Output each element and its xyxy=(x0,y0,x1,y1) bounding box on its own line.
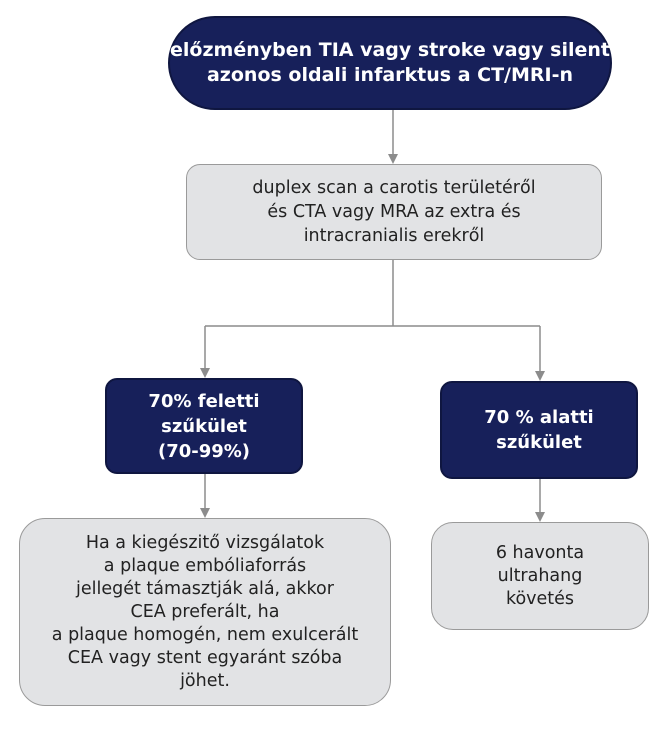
node-above-recommendation xyxy=(19,518,391,706)
node-duplex-scan-text: duplex scan a carotis területéről és CTA vagy MRA az extra és intracranialis erekről xyxy=(252,178,536,246)
node-above-recommendation-text: Ha a kiegészitő vizsgálatok a plaque embóliaforrás jellegét támasztják alá, akkor CEA preferált, ha a plaque homogén, nem exulcerált CEA vagy stent egyaránt szóba jöhet. xyxy=(51,532,359,691)
node-duplex-scan xyxy=(186,164,602,260)
node-stenosis-below-70-text: 70 % alatti szűkület xyxy=(484,407,594,453)
node-stenosis-above-70-text: 70% feletti szűkület (70-99%) xyxy=(148,390,260,462)
node-below-recommendation xyxy=(431,522,649,630)
node-prior-event xyxy=(168,16,612,110)
node-prior-event-text: előzményben TIA vagy stroke vagy silent azonos oldali infarktus a CT/MRI-n xyxy=(170,39,610,86)
node-below-recommendation-text: 6 havonta ultrahang követés xyxy=(495,542,585,609)
node-stenosis-below-70 xyxy=(440,381,638,479)
node-stenosis-above-70 xyxy=(105,378,303,474)
